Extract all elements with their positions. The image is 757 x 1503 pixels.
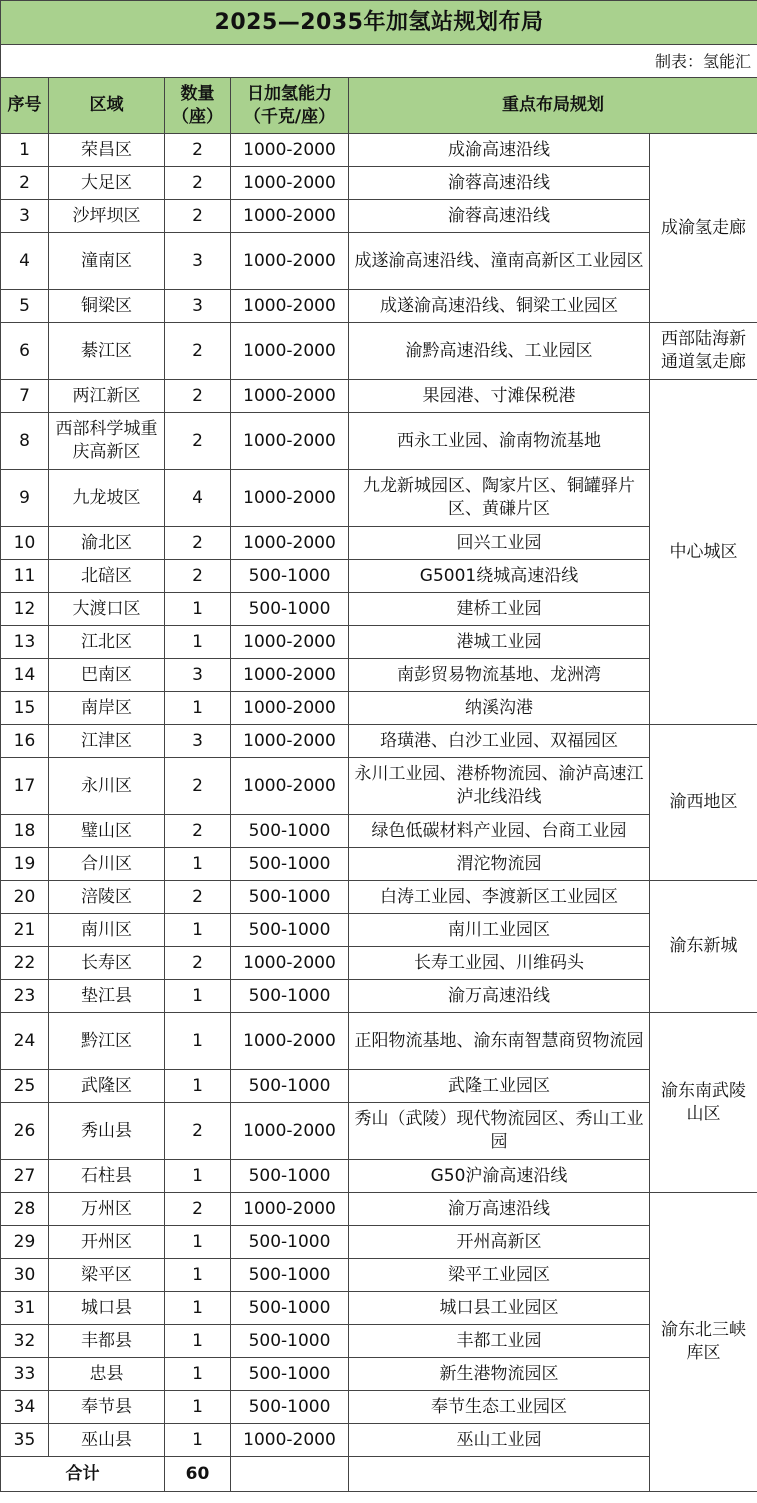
- row-district: 忠县: [49, 1358, 165, 1391]
- total-capacity-empty: [231, 1457, 349, 1492]
- row-capacity: 1000-2000: [231, 134, 349, 167]
- row-district: 沙坪坝区: [49, 200, 165, 233]
- table-row: [1, 134, 757, 167]
- row-count: 1: [165, 1160, 231, 1193]
- total-row: [1, 1457, 757, 1492]
- table-row: [1, 200, 757, 233]
- row-count: 2: [165, 200, 231, 233]
- row-plan: 绿色低碳材料产业园、台商工业园: [349, 815, 650, 848]
- row-capacity: 1000-2000: [231, 1103, 349, 1160]
- header-row: [1, 78, 757, 134]
- table-row: [1, 1391, 757, 1424]
- table-row: [1, 1325, 757, 1358]
- row-capacity: 1000-2000: [231, 323, 349, 380]
- row-count: 2: [165, 527, 231, 560]
- row-index: 34: [1, 1391, 49, 1424]
- table-row: [1, 1103, 757, 1160]
- row-district: 巫山县: [49, 1424, 165, 1457]
- row-capacity: 500-1000: [231, 1292, 349, 1325]
- row-plan: G5001绕城高速沿线: [349, 560, 650, 593]
- row-count: 2: [165, 560, 231, 593]
- row-district: 綦江区: [49, 323, 165, 380]
- row-capacity: 1000-2000: [231, 659, 349, 692]
- row-district: 垫江县: [49, 980, 165, 1013]
- row-count: 1: [165, 1070, 231, 1103]
- row-district: 九龙坡区: [49, 470, 165, 527]
- row-district: 长寿区: [49, 947, 165, 980]
- row-capacity: 500-1000: [231, 815, 349, 848]
- row-count: 1: [165, 1259, 231, 1292]
- row-capacity: 1000-2000: [231, 413, 349, 470]
- row-plan: 开州高新区: [349, 1226, 650, 1259]
- row-plan: 渭沱物流园: [349, 848, 650, 881]
- row-index: 13: [1, 626, 49, 659]
- row-index: 5: [1, 290, 49, 323]
- row-plan: 港城工业园: [349, 626, 650, 659]
- table-row: [1, 692, 757, 725]
- row-plan: 武隆工业园区: [349, 1070, 650, 1103]
- table-row: [1, 167, 757, 200]
- row-plan: 果园港、寸滩保税港: [349, 380, 650, 413]
- table-row: [1, 470, 757, 527]
- row-capacity: 500-1000: [231, 593, 349, 626]
- row-capacity: 1000-2000: [231, 626, 349, 659]
- row-capacity: 1000-2000: [231, 692, 349, 725]
- row-index: 20: [1, 881, 49, 914]
- row-count: 2: [165, 1103, 231, 1160]
- table-title: 2025—2035年加氢站规划布局: [1, 1, 757, 45]
- row-plan: 纳溪沟港: [349, 692, 650, 725]
- row-count: 4: [165, 470, 231, 527]
- row-count: 2: [165, 881, 231, 914]
- row-count: 1: [165, 593, 231, 626]
- row-count: 1: [165, 1226, 231, 1259]
- row-plan: 西永工业园、渝南物流基地: [349, 413, 650, 470]
- row-index: 28: [1, 1193, 49, 1226]
- row-capacity: 1000-2000: [231, 725, 349, 758]
- header-index: 序号: [1, 78, 49, 134]
- table-row: [1, 593, 757, 626]
- row-index: 10: [1, 527, 49, 560]
- row-plan: 渝蓉高速沿线: [349, 200, 650, 233]
- row-count: 2: [165, 758, 231, 815]
- row-count: 2: [165, 167, 231, 200]
- row-index: 23: [1, 980, 49, 1013]
- row-index: 35: [1, 1424, 49, 1457]
- row-capacity: 1000-2000: [231, 233, 349, 290]
- row-capacity: 1000-2000: [231, 1424, 349, 1457]
- row-district: 石柱县: [49, 1160, 165, 1193]
- row-plan: 渝万高速沿线: [349, 1193, 650, 1226]
- region-group: 渝西地区: [650, 725, 757, 881]
- row-district: 荣昌区: [49, 134, 165, 167]
- table-row: [1, 1160, 757, 1193]
- row-district: 奉节县: [49, 1391, 165, 1424]
- table-row: [1, 758, 757, 815]
- row-count: 1: [165, 1292, 231, 1325]
- row-district: 大渡口区: [49, 593, 165, 626]
- row-index: 31: [1, 1292, 49, 1325]
- row-plan: 正阳物流基地、渝东南智慧商贸物流园: [349, 1013, 650, 1070]
- row-index: 33: [1, 1358, 49, 1391]
- region-group: 渝东南武陵山区: [650, 1013, 757, 1193]
- row-index: 11: [1, 560, 49, 593]
- table-row: [1, 1013, 757, 1070]
- row-count: 1: [165, 1013, 231, 1070]
- row-index: 19: [1, 848, 49, 881]
- table-row: [1, 560, 757, 593]
- row-capacity: 500-1000: [231, 1160, 349, 1193]
- row-count: 2: [165, 815, 231, 848]
- row-district: 武隆区: [49, 1070, 165, 1103]
- row-capacity: 500-1000: [231, 980, 349, 1013]
- row-plan: 渝万高速沿线: [349, 980, 650, 1013]
- row-capacity: 500-1000: [231, 881, 349, 914]
- row-capacity: 500-1000: [231, 1358, 349, 1391]
- row-capacity: 500-1000: [231, 1259, 349, 1292]
- row-district: 北碚区: [49, 560, 165, 593]
- row-district: 城口县: [49, 1292, 165, 1325]
- row-count: 1: [165, 914, 231, 947]
- row-plan: 成遂渝高速沿线、铜梁工业园区: [349, 290, 650, 323]
- row-count: 2: [165, 413, 231, 470]
- table-row: [1, 815, 757, 848]
- row-count: 3: [165, 233, 231, 290]
- row-index: 4: [1, 233, 49, 290]
- row-index: 7: [1, 380, 49, 413]
- row-index: 27: [1, 1160, 49, 1193]
- table-row: [1, 725, 757, 758]
- row-index: 17: [1, 758, 49, 815]
- row-count: 2: [165, 134, 231, 167]
- row-count: 3: [165, 290, 231, 323]
- row-index: 6: [1, 323, 49, 380]
- row-district: 万州区: [49, 1193, 165, 1226]
- row-index: 12: [1, 593, 49, 626]
- row-count: 2: [165, 323, 231, 380]
- table-row: [1, 1292, 757, 1325]
- row-count: 3: [165, 725, 231, 758]
- row-index: 3: [1, 200, 49, 233]
- total-plan-empty: [349, 1457, 650, 1492]
- row-index: 9: [1, 470, 49, 527]
- table-row: [1, 1259, 757, 1292]
- region-group: 渝东新城: [650, 881, 757, 1013]
- row-count: 2: [165, 1193, 231, 1226]
- header-plan: 重点布局规划: [349, 78, 757, 134]
- row-plan: 秀山（武陵）现代物流园区、秀山工业园: [349, 1103, 650, 1160]
- row-index: 26: [1, 1103, 49, 1160]
- table-row: [1, 980, 757, 1013]
- table-row: [1, 323, 757, 380]
- row-index: 32: [1, 1325, 49, 1358]
- row-district: 江北区: [49, 626, 165, 659]
- row-plan: 回兴工业园: [349, 527, 650, 560]
- table-row: [1, 1226, 757, 1259]
- row-capacity: 1000-2000: [231, 1013, 349, 1070]
- table-row: [1, 881, 757, 914]
- row-count: 1: [165, 1358, 231, 1391]
- row-capacity: 1000-2000: [231, 947, 349, 980]
- header-district: 区域: [49, 78, 165, 134]
- row-index: 1: [1, 134, 49, 167]
- row-district: 西部科学城重庆高新区: [49, 413, 165, 470]
- row-district: 永川区: [49, 758, 165, 815]
- row-count: 2: [165, 380, 231, 413]
- table-row: [1, 1358, 757, 1391]
- row-index: 8: [1, 413, 49, 470]
- row-capacity: 1000-2000: [231, 290, 349, 323]
- row-count: 1: [165, 1424, 231, 1457]
- row-plan: 九龙新城园区、陶家片区、铜罐驿片区、黄磏片区: [349, 470, 650, 527]
- row-index: 18: [1, 815, 49, 848]
- row-district: 南川区: [49, 914, 165, 947]
- region-group: 渝东北三峡库区: [650, 1193, 757, 1492]
- row-capacity: 1000-2000: [231, 470, 349, 527]
- row-plan: 珞璜港、白沙工业园、双福园区: [349, 725, 650, 758]
- row-plan: 奉节生态工业园区: [349, 1391, 650, 1424]
- row-index: 21: [1, 914, 49, 947]
- row-capacity: 500-1000: [231, 848, 349, 881]
- row-plan: 南川工业园区: [349, 914, 650, 947]
- row-plan: G50沪渝高速沿线: [349, 1160, 650, 1193]
- row-district: 南岸区: [49, 692, 165, 725]
- total-label: 合计: [1, 1457, 165, 1492]
- row-district: 合川区: [49, 848, 165, 881]
- row-plan: 成遂渝高速沿线、潼南高新区工业园区: [349, 233, 650, 290]
- row-capacity: 500-1000: [231, 1226, 349, 1259]
- row-plan: 渝黔高速沿线、工业园区: [349, 323, 650, 380]
- row-district: 璧山区: [49, 815, 165, 848]
- row-count: 1: [165, 692, 231, 725]
- table-credit: 制表：氢能汇: [1, 45, 757, 78]
- row-capacity: 1000-2000: [231, 167, 349, 200]
- table-row: [1, 1424, 757, 1457]
- table-row: [1, 1070, 757, 1103]
- header-capacity: 日加氢能力（千克/座）: [231, 78, 349, 134]
- row-capacity: 500-1000: [231, 560, 349, 593]
- table-row: [1, 914, 757, 947]
- row-count: 1: [165, 1391, 231, 1424]
- row-index: 16: [1, 725, 49, 758]
- row-count: 1: [165, 626, 231, 659]
- table-row: [1, 659, 757, 692]
- row-plan: 梁平工业园区: [349, 1259, 650, 1292]
- row-index: 2: [1, 167, 49, 200]
- row-plan: 巫山工业园: [349, 1424, 650, 1457]
- row-district: 梁平区: [49, 1259, 165, 1292]
- row-plan: 白涛工业园、李渡新区工业园区: [349, 881, 650, 914]
- row-plan: 南彭贸易物流基地、龙洲湾: [349, 659, 650, 692]
- row-count: 1: [165, 848, 231, 881]
- row-count: 3: [165, 659, 231, 692]
- row-district: 大足区: [49, 167, 165, 200]
- row-plan: 永川工业园、港桥物流园、渝泸高速江泸北线沿线: [349, 758, 650, 815]
- total-count: 60: [165, 1457, 231, 1492]
- row-plan: 长寿工业园、川维码头: [349, 947, 650, 980]
- row-index: 22: [1, 947, 49, 980]
- row-district: 开州区: [49, 1226, 165, 1259]
- row-district: 铜梁区: [49, 290, 165, 323]
- table-row: [1, 947, 757, 980]
- table-row: [1, 1193, 757, 1226]
- table-row: [1, 626, 757, 659]
- region-group: 西部陆海新通道氢走廊: [650, 323, 757, 380]
- row-index: 14: [1, 659, 49, 692]
- table-row: [1, 527, 757, 560]
- table-row: [1, 233, 757, 290]
- row-plan: 城口县工业园区: [349, 1292, 650, 1325]
- row-district: 秀山县: [49, 1103, 165, 1160]
- row-plan: 渝蓉高速沿线: [349, 167, 650, 200]
- row-capacity: 1000-2000: [231, 200, 349, 233]
- row-capacity: 500-1000: [231, 1325, 349, 1358]
- row-plan: 丰都工业园: [349, 1325, 650, 1358]
- row-district: 涪陵区: [49, 881, 165, 914]
- row-district: 两江新区: [49, 380, 165, 413]
- table-row: [1, 848, 757, 881]
- table-row: [1, 413, 757, 470]
- table-row: [1, 380, 757, 413]
- row-plan: 成渝高速沿线: [349, 134, 650, 167]
- row-count: 1: [165, 980, 231, 1013]
- row-capacity: 1000-2000: [231, 758, 349, 815]
- row-district: 潼南区: [49, 233, 165, 290]
- row-district: 巴南区: [49, 659, 165, 692]
- row-district: 渝北区: [49, 527, 165, 560]
- row-count: 1: [165, 1325, 231, 1358]
- row-index: 30: [1, 1259, 49, 1292]
- row-district: 江津区: [49, 725, 165, 758]
- row-capacity: 1000-2000: [231, 380, 349, 413]
- row-index: 29: [1, 1226, 49, 1259]
- header-count: 数量（座）: [165, 78, 231, 134]
- row-index: 25: [1, 1070, 49, 1103]
- row-plan: 建桥工业园: [349, 593, 650, 626]
- row-district: 黔江区: [49, 1013, 165, 1070]
- row-capacity: 500-1000: [231, 1070, 349, 1103]
- row-index: 24: [1, 1013, 49, 1070]
- row-capacity: 1000-2000: [231, 527, 349, 560]
- row-plan: 新生港物流园区: [349, 1358, 650, 1391]
- table-row: [1, 290, 757, 323]
- row-capacity: 500-1000: [231, 914, 349, 947]
- row-count: 2: [165, 947, 231, 980]
- row-capacity: 1000-2000: [231, 1193, 349, 1226]
- row-district: 丰都县: [49, 1325, 165, 1358]
- row-index: 15: [1, 692, 49, 725]
- region-group: 成渝氢走廊: [650, 134, 757, 323]
- region-group: 中心城区: [650, 380, 757, 725]
- row-capacity: 500-1000: [231, 1391, 349, 1424]
